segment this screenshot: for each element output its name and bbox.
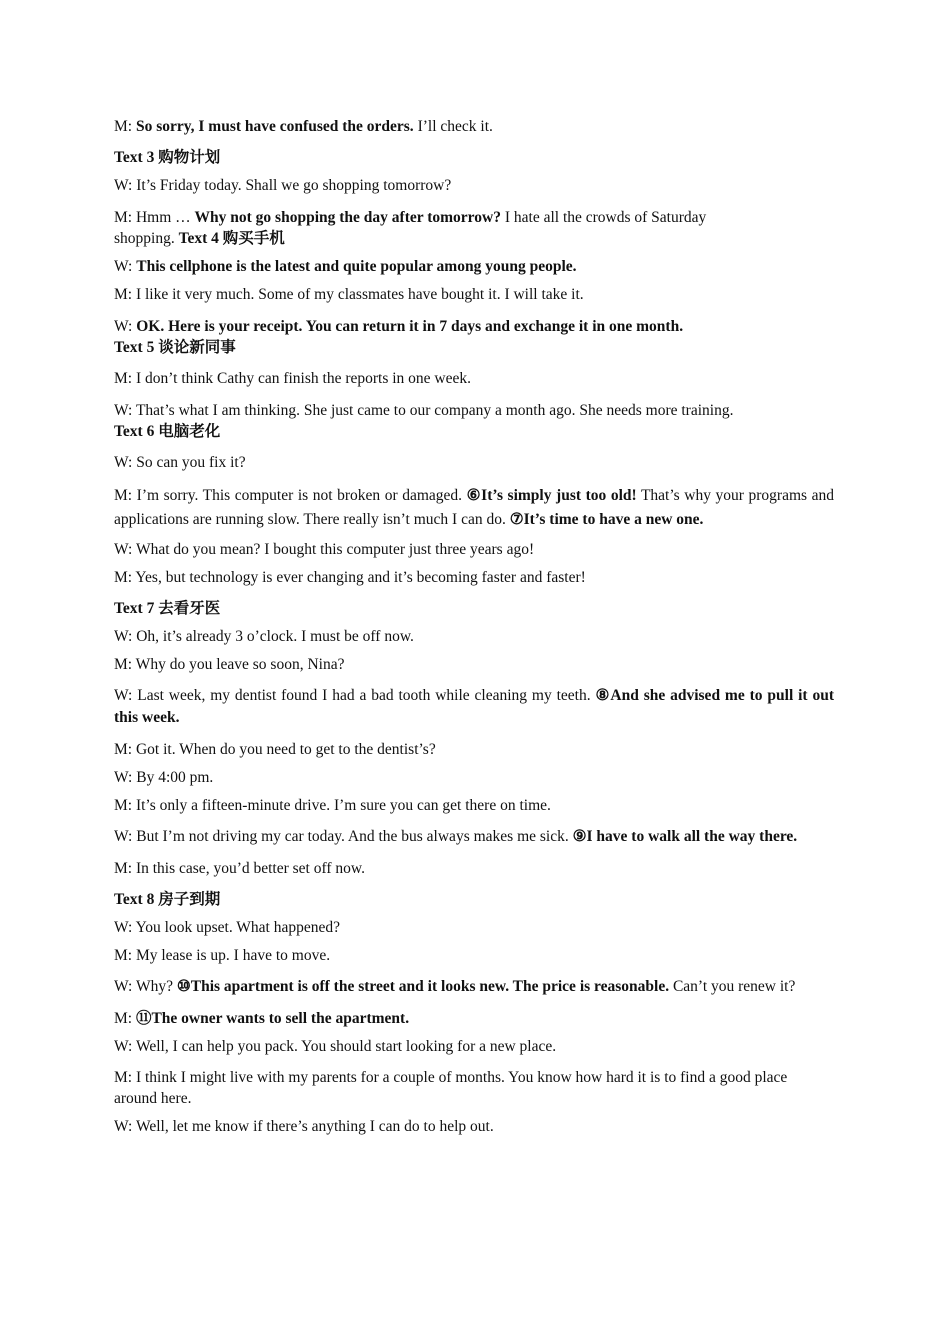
text-run: M: Yes, but technology is ever changing and it’s becoming faster and faster! bbox=[114, 569, 586, 586]
bold-run: This cellphone is the latest and quite popular among young people. bbox=[136, 258, 577, 275]
text-run: M: I think I might live with my parents for a couple of months. You know how hard it is to find a good place around here. bbox=[114, 1069, 788, 1107]
dialogue-line bbox=[114, 256, 834, 277]
text-run: W: It’s Friday today. Shall we go shopping tomorrow? bbox=[114, 177, 452, 194]
dialogue-line bbox=[114, 400, 739, 442]
text-run: M: I don’t think Cathy can finish the reports in one week. bbox=[114, 370, 472, 387]
text-run: W: Oh, it’s already 3 o’clock. I must be off now. bbox=[114, 628, 414, 645]
text-run: W: You look upset. What happened? bbox=[114, 919, 341, 936]
dialogue-line bbox=[114, 795, 834, 816]
dialogue-line bbox=[114, 976, 834, 998]
dialogue-line bbox=[114, 1116, 834, 1137]
dialogue-line bbox=[114, 116, 834, 137]
text-run: W: But I’m not driving my car today. And the bus always makes me sick. bbox=[114, 828, 573, 845]
dialogue-line bbox=[114, 826, 834, 848]
text-run: W: So can you fix it? bbox=[114, 454, 246, 471]
bold-run: Text 3 购物计划 bbox=[114, 149, 221, 166]
bold-run: Text 8 房子到期 bbox=[114, 891, 221, 908]
dialogue-line bbox=[114, 945, 834, 966]
dialogue-line bbox=[114, 567, 834, 588]
dialogue-line bbox=[114, 484, 834, 532]
bold-run: ⑥It’s simply just too old! bbox=[466, 487, 637, 504]
text-run: W: bbox=[114, 318, 137, 335]
bold-run: Text 6 电脑老化 bbox=[114, 423, 221, 440]
bold-run: Why not go shopping the day after tomorrow? bbox=[194, 209, 501, 226]
document-body bbox=[114, 116, 834, 1137]
text-run: W: That’s what I am thinking. She just came to our company a month ago. She needs more training. bbox=[114, 402, 734, 419]
bold-run: ⑨I have to walk all the way there. bbox=[572, 828, 798, 845]
bold-run: ⑧And she advised me to pull it out this week. bbox=[114, 687, 834, 726]
dialogue-line bbox=[114, 1008, 834, 1029]
text-run: W: Last week, my dentist found I had a bad tooth while cleaning my teeth. bbox=[114, 687, 596, 704]
text-run: M: Got it. When do you need to get to the dentist’s? bbox=[114, 741, 436, 758]
text-run: M: I like it very much. Some of my classmates have bought it. I will take it. bbox=[114, 286, 584, 303]
bold-run: ⑪The owner wants to sell the apartment. bbox=[135, 1010, 410, 1027]
section-heading-text-7 bbox=[114, 598, 834, 619]
bold-run: ⑦It’s time to have a new one. bbox=[509, 511, 704, 528]
dialogue-line bbox=[114, 685, 834, 729]
text-run: W: Well, let me know if there’s anything I can do to help out. bbox=[114, 1118, 494, 1135]
dialogue-line bbox=[114, 175, 834, 196]
text-run: Can’t you renew it? bbox=[669, 978, 796, 995]
text-run: W: Why? bbox=[114, 978, 177, 995]
bold-run: So sorry, I must have confused the orders. bbox=[135, 118, 414, 135]
dialogue-line bbox=[114, 452, 834, 473]
text-run: M: My lease is up. I have to move. bbox=[114, 947, 331, 964]
text-run: That’s why your programs and applications are running slow. There really isn’t much I can do. bbox=[114, 487, 834, 528]
text-run: M: Hmm … bbox=[114, 209, 195, 226]
dialogue-line bbox=[114, 1067, 804, 1109]
dialogue-line bbox=[114, 1036, 834, 1057]
text-run: M: I’m sorry. This computer is not broken or damaged. bbox=[114, 487, 467, 504]
text-run: I’ll check it. bbox=[413, 118, 493, 135]
bold-run: Text 4 购买手机 bbox=[178, 230, 285, 247]
dialogue-line bbox=[114, 626, 834, 647]
dialogue-line bbox=[114, 739, 834, 760]
dialogue-line bbox=[114, 917, 834, 938]
text-run: M: bbox=[114, 118, 136, 135]
text-run: W: Well, I can help you pack. You should start looking for a new place. bbox=[114, 1038, 557, 1055]
dialogue-line bbox=[114, 654, 834, 675]
bold-run: Text 7 去看牙医 bbox=[114, 600, 221, 617]
dialogue-line bbox=[114, 767, 834, 788]
bold-run: OK. Here is your receipt. You can return it in 7 days and exchange it in one month. Text 5 谈论新同事 bbox=[114, 318, 684, 356]
text-run: I hate all the crowds of Saturday shopping. bbox=[114, 209, 707, 247]
text-run: M: It’s only a fifteen-minute drive. I’m sure you can get there on time. bbox=[114, 797, 551, 814]
bold-run: ⑩This apartment is off the street and it looks new. The price is reasonable. bbox=[176, 978, 670, 995]
text-run: W: bbox=[114, 258, 137, 275]
text-run: W: By 4:00 pm. bbox=[114, 769, 214, 786]
dialogue-line bbox=[114, 316, 689, 358]
section-heading-text-8 bbox=[114, 889, 834, 910]
text-run: M: bbox=[114, 1010, 136, 1027]
section-heading-text-3 bbox=[114, 147, 834, 168]
dialogue-line bbox=[114, 284, 834, 305]
dialogue-line bbox=[114, 207, 764, 249]
dialogue-line bbox=[114, 368, 834, 389]
dialogue-line bbox=[114, 539, 834, 560]
text-run: W: What do you mean? I bought this computer just three years ago! bbox=[114, 541, 535, 558]
text-run: M: In this case, you’d better set off now. bbox=[114, 860, 365, 877]
text-run: M: Why do you leave so soon, Nina? bbox=[114, 656, 345, 673]
dialogue-line bbox=[114, 858, 834, 879]
